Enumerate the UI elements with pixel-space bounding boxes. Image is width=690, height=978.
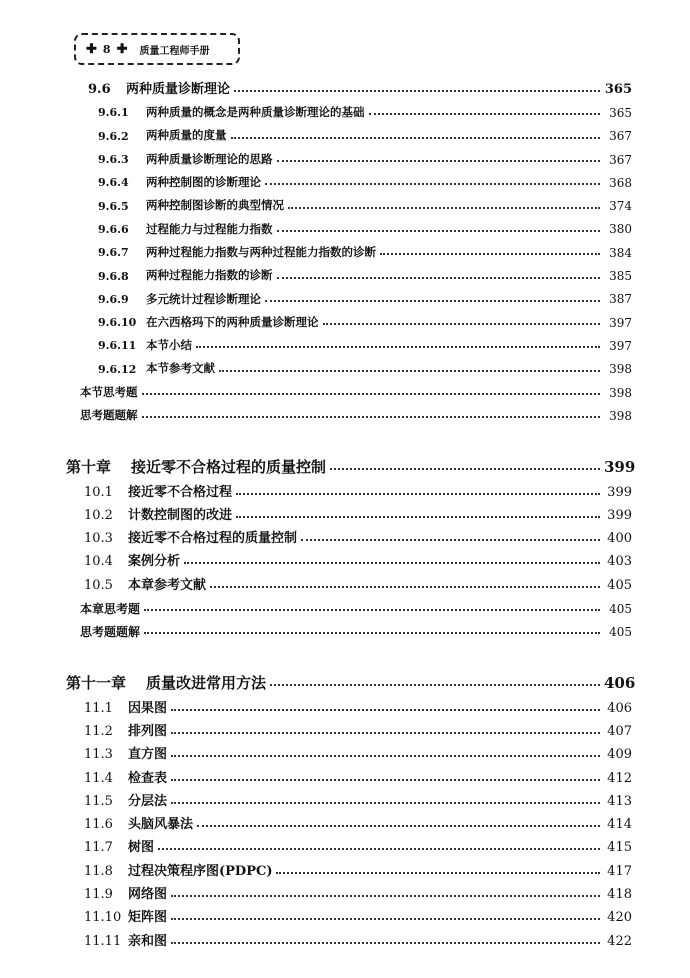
page-ref: 398 xyxy=(609,408,632,423)
entry-title: 因果图 xyxy=(128,700,168,716)
entry-number: 11.11 xyxy=(84,933,122,949)
dot-leader xyxy=(277,160,601,162)
page-ref: 417 xyxy=(607,863,632,879)
dot-leader xyxy=(171,918,600,920)
dot-leader xyxy=(158,848,600,850)
cross-ornament-right: ✚ xyxy=(116,41,128,57)
entry-number: 9.6.1 xyxy=(98,106,129,120)
toc-entry[interactable] xyxy=(0,125,690,148)
toc-entry[interactable] xyxy=(0,527,690,550)
page-ref: 414 xyxy=(607,817,632,833)
entry-title: 计数控制图的改进 xyxy=(128,507,233,523)
page-ref: 418 xyxy=(607,887,632,903)
entry-number: 11.6 xyxy=(84,817,113,833)
page-ref: 406 xyxy=(607,700,632,716)
page-ref: 399 xyxy=(604,457,636,476)
entry-title: 两种控制图诊断的典型情况 xyxy=(146,198,284,213)
entry-number: 10.4 xyxy=(84,554,113,570)
entry-number: 11.2 xyxy=(84,723,113,739)
entry-title: 两种控制图的诊断理论 xyxy=(146,175,261,190)
entry-title: 过程决策程序图(PDPC) xyxy=(128,863,273,879)
dot-leader xyxy=(277,230,601,232)
table-of-contents xyxy=(0,78,690,953)
page-ref: 415 xyxy=(607,840,632,856)
dot-leader xyxy=(171,709,600,711)
toc-entry[interactable] xyxy=(0,574,690,597)
chapter-gap xyxy=(0,427,690,454)
toc-extra-entry[interactable] xyxy=(0,404,690,427)
dot-leader xyxy=(265,183,600,185)
toc-entry[interactable] xyxy=(0,720,690,743)
toc-entry[interactable] xyxy=(0,288,690,311)
entry-number: 11.10 xyxy=(84,910,122,926)
page-ref: 387 xyxy=(609,292,632,307)
entry-number: 9.6.11 xyxy=(98,339,137,353)
page-ref: 412 xyxy=(607,770,632,786)
dot-leader xyxy=(288,207,600,209)
page-ref: 407 xyxy=(607,723,632,739)
toc-entry[interactable] xyxy=(0,930,690,953)
entry-title: 过程能力与过程能力指数 xyxy=(146,221,273,236)
dot-leader xyxy=(219,370,600,372)
toc-entry[interactable] xyxy=(0,836,690,859)
entry-number: 11.4 xyxy=(84,770,113,786)
dot-leader xyxy=(380,253,600,255)
page-ref: 374 xyxy=(609,199,632,214)
page-ref: 398 xyxy=(609,385,632,400)
toc-extra-entry[interactable] xyxy=(0,597,690,620)
page-number: 8 xyxy=(102,42,111,56)
entry-title: 本节参考文献 xyxy=(146,361,215,376)
entry-title: 亲和图 xyxy=(128,933,168,949)
toc-chapter-heading[interactable] xyxy=(0,671,690,697)
entry-title: 两种过程能力指数的诊断 xyxy=(146,268,273,283)
dot-leader xyxy=(330,468,600,470)
page-ref: 384 xyxy=(609,245,632,260)
entry-number: 11.3 xyxy=(84,747,113,763)
entry-number: 9.6.3 xyxy=(98,153,129,167)
entry-title: 在六西格玛下的两种质量诊断理论 xyxy=(146,314,319,329)
page-ref: 409 xyxy=(607,747,632,763)
entry-title: 两种质量诊断理论的思路 xyxy=(146,151,273,166)
toc-extra-entry[interactable] xyxy=(0,620,690,643)
entry-title: 案例分析 xyxy=(128,554,181,570)
dot-leader xyxy=(171,802,600,804)
entry-title: 本章参考文献 xyxy=(128,577,207,593)
chapter-number: 第十章 xyxy=(66,457,112,476)
toc-entry[interactable] xyxy=(0,194,690,217)
toc-entry[interactable] xyxy=(0,264,690,287)
entry-title: 本节小结 xyxy=(146,338,192,353)
chapter-title: 质量改进常用方法 xyxy=(146,674,267,693)
entry-number: 10.3 xyxy=(84,531,113,547)
page-ref: 365 xyxy=(609,105,632,120)
toc-entry[interactable] xyxy=(0,480,690,503)
chapter-gap xyxy=(0,644,690,671)
entry-title: 思考题题解 xyxy=(80,624,141,639)
entry-number: 9.6.12 xyxy=(98,362,137,376)
entry-title: 分层法 xyxy=(128,793,168,809)
page-ref: 397 xyxy=(609,338,632,353)
dot-leader xyxy=(171,755,600,757)
dot-leader xyxy=(236,493,600,495)
entry-title: 直方图 xyxy=(128,747,168,763)
page-ref: 367 xyxy=(609,129,632,144)
dot-leader xyxy=(171,732,600,734)
page-ref: 367 xyxy=(609,152,632,167)
entry-number: 9.6.6 xyxy=(98,222,129,236)
entry-number: 9.6.2 xyxy=(98,129,129,143)
entry-title: 多元统计过程诊断理论 xyxy=(146,291,261,306)
page-ref: 399 xyxy=(607,507,632,523)
entry-title: 两种质量的概念是两种质量诊断理论的基础 xyxy=(146,105,365,120)
toc-entry[interactable] xyxy=(0,334,690,357)
entry-number: 9.6.8 xyxy=(98,269,129,283)
page-ref: 399 xyxy=(607,484,632,500)
page-ref: 398 xyxy=(609,362,632,377)
entry-title: 头脑风暴法 xyxy=(128,817,194,833)
chapter-title: 接近零不合格过程的质量控制 xyxy=(131,457,327,476)
toc-entry[interactable] xyxy=(0,171,690,194)
entry-number: 11.8 xyxy=(84,863,113,879)
entry-number: 10.1 xyxy=(84,484,113,500)
entry-title: 检查表 xyxy=(128,770,168,786)
toc-entry[interactable] xyxy=(0,148,690,171)
entry-title: 矩阵图 xyxy=(128,910,168,926)
dot-leader xyxy=(196,346,600,348)
page-ref: 405 xyxy=(609,601,632,616)
page-ref: 380 xyxy=(609,222,632,237)
entry-number: 11.7 xyxy=(84,840,113,856)
dot-leader xyxy=(234,90,600,92)
toc-entry[interactable] xyxy=(0,766,690,789)
page-ref: 422 xyxy=(607,933,632,949)
book-title: 质量工程师手册 xyxy=(139,45,210,57)
chapter-number: 第十一章 xyxy=(66,674,127,693)
entry-number: 11.5 xyxy=(84,793,113,809)
entry-title: 树图 xyxy=(128,840,155,856)
dot-leader xyxy=(231,137,601,139)
toc-entry[interactable] xyxy=(0,813,690,836)
entry-number: 9.6.5 xyxy=(98,199,129,213)
page-ref: 413 xyxy=(607,793,632,809)
toc-entry[interactable] xyxy=(0,743,690,766)
toc-entry[interactable] xyxy=(0,311,690,334)
toc-entry[interactable] xyxy=(0,906,690,929)
running-header xyxy=(74,33,240,65)
dot-leader xyxy=(171,779,600,781)
entry-title: 本章思考题 xyxy=(80,601,141,616)
entry-title: 两种质量的度量 xyxy=(146,128,227,143)
entry-title: 思考题题解 xyxy=(80,408,138,423)
entry-title: 排列图 xyxy=(128,723,168,739)
section-title: 两种质量诊断理论 xyxy=(126,82,231,98)
dot-leader xyxy=(369,113,601,115)
page-ref: 365 xyxy=(604,82,632,98)
dot-leader xyxy=(323,323,601,325)
dot-leader xyxy=(236,516,600,518)
entry-number: 11.9 xyxy=(84,887,113,903)
toc-entry[interactable] xyxy=(0,860,690,883)
dot-leader xyxy=(144,632,600,634)
dot-leader xyxy=(277,277,601,279)
entry-number: 9.6.10 xyxy=(98,316,137,330)
toc-entry[interactable] xyxy=(0,790,690,813)
dot-leader xyxy=(265,300,600,302)
dot-leader xyxy=(144,609,600,611)
section-number: 9.6 xyxy=(88,82,111,98)
page-ref: 405 xyxy=(607,577,632,593)
toc-entry[interactable] xyxy=(0,550,690,573)
page-ref: 400 xyxy=(607,531,632,547)
page-ref: 420 xyxy=(607,910,632,926)
entry-number: 9.6.9 xyxy=(98,292,129,306)
dot-leader xyxy=(171,895,600,897)
toc-section-heading[interactable] xyxy=(0,78,690,101)
entry-title: 本节思考题 xyxy=(80,384,138,399)
entry-number: 10.5 xyxy=(84,577,113,593)
toc-entry[interactable] xyxy=(0,504,690,527)
dot-leader xyxy=(270,684,600,686)
entry-number: 10.2 xyxy=(84,507,113,523)
toc-entry[interactable] xyxy=(0,241,690,264)
dot-leader xyxy=(210,586,600,588)
dot-leader xyxy=(142,416,601,418)
entry-number: 9.6.4 xyxy=(98,176,129,190)
page-ref: 406 xyxy=(604,674,636,693)
page-ref: 368 xyxy=(609,175,632,190)
dot-leader xyxy=(276,872,600,874)
entry-title: 两种过程能力指数与两种过程能力指数的诊断 xyxy=(146,244,376,259)
entry-title: 接近零不合格过程的质量控制 xyxy=(128,531,298,547)
toc-extra-entry[interactable] xyxy=(0,381,690,404)
dot-leader xyxy=(142,393,601,395)
page-ref: 385 xyxy=(609,269,632,284)
toc-chapter-heading[interactable] xyxy=(0,454,690,480)
entry-title: 网络图 xyxy=(128,887,168,903)
page-ref: 397 xyxy=(609,315,632,330)
toc-entry[interactable] xyxy=(0,358,690,381)
dot-leader xyxy=(197,825,600,827)
entry-number: 11.1 xyxy=(84,700,113,716)
entry-title: 接近零不合格过程 xyxy=(128,484,233,500)
toc-entry[interactable] xyxy=(0,101,690,124)
cross-ornament-left: ✚ xyxy=(86,41,97,57)
dot-leader xyxy=(301,539,600,541)
entry-number: 9.6.7 xyxy=(98,246,129,260)
toc-entry[interactable] xyxy=(0,883,690,906)
toc-entry[interactable] xyxy=(0,218,690,241)
dot-leader xyxy=(184,562,600,564)
page-ref: 403 xyxy=(607,554,632,570)
page-ref: 405 xyxy=(609,624,632,639)
dot-leader xyxy=(171,942,600,944)
toc-entry[interactable] xyxy=(0,697,690,720)
